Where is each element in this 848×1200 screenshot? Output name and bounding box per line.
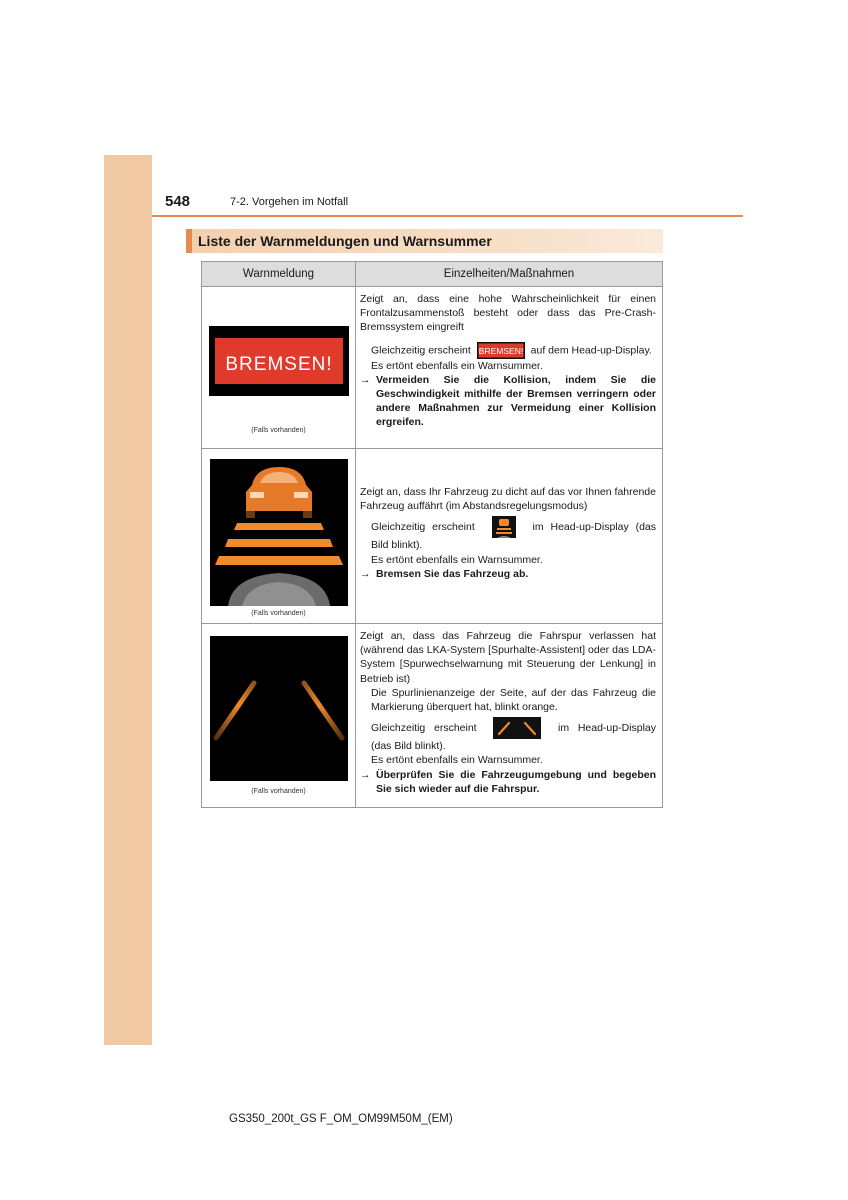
table-header-row: [202, 262, 663, 287]
display-note-prefix: Gleichzeitig erscheint: [371, 521, 475, 534]
warning-details: [356, 449, 663, 624]
bremsen-warning-image: [209, 326, 349, 396]
warning-image-cell: [202, 449, 356, 624]
warning-image-cell: [202, 624, 356, 808]
column-header-details: Einzelheiten/Maßnahmen: [356, 262, 663, 287]
display-note: [360, 717, 656, 753]
side-band: [104, 155, 152, 1045]
action-instruction: [360, 567, 656, 581]
warning-details: [356, 624, 663, 808]
warning-description: Zeigt an, dass Ihr Fahrzeug zu dicht auf das vor Ihnen fahrende Fahrzeug auffährt (im Abstandsregelungsmodus): [360, 486, 656, 513]
bremsen-hud-icon-text: BREMSEN!: [478, 345, 523, 356]
table-row: [202, 287, 663, 449]
image-caption: (Falls vorhanden): [251, 610, 306, 617]
action-instruction: [360, 768, 656, 796]
bremsen-hud-icon: [477, 342, 525, 359]
section-heading-bar: [186, 229, 192, 253]
warning-table: [201, 261, 663, 808]
warning-description: Zeigt an, dass das Fahrzeug die Fahrspur verlassen hat (während das LKA-System [Spurhalte-Assistent] oder das LDA-System [Spurwechselwarnung mit Steuerung der Lenkung] in Betrieb ist): [360, 630, 656, 685]
display-note: [360, 516, 656, 552]
action-instruction: [360, 373, 656, 430]
document-footer: GS350_200t_GS F_OM_OM99M50M_(EM): [229, 1113, 453, 1125]
warning-image-cell: [202, 287, 356, 449]
distance-warning-image: [210, 459, 348, 606]
display-note: [360, 342, 656, 359]
warning-description: Zeigt an, dass eine hohe Wahrscheinlichkeit für einen Frontalzusammenstoß besteht oder dass das Pre-Crash-Bremssystem eingreift: [360, 293, 656, 334]
display-note-suffix: auf dem Head-up-Display.: [530, 343, 652, 356]
arrow-icon: →: [360, 373, 371, 386]
buzzer-note: Es ertönt ebenfalls ein Warnsummer.: [371, 754, 543, 767]
section-title: Liste der Warnmeldungen und Warnsummer: [198, 233, 492, 249]
chapter-title: 7-2. Vorgehen im Notfall: [230, 196, 349, 208]
table-row: [202, 624, 663, 808]
image-caption: (Falls vorhanden): [251, 427, 306, 434]
lane-indicator-note: Die Spurlinienanzeige der Seite, auf der das Fahrzeug die Markierung überquert hat, blinkt orange.: [371, 686, 656, 714]
action-text: Überprüfen Sie die Fahrzeugumgebung und begeben Sie sich wieder auf die Fahrspur.: [376, 768, 656, 795]
action-text: Vermeiden Sie die Kollision, indem Sie die Geschwindigkeit mithilfe der Bremsen verringern oder andere Maßnahmen zur Vermeidung einer Kollision ergreifen.: [376, 373, 656, 429]
display-note-prefix: Gleichzeitig erscheint: [371, 722, 477, 734]
table-row: [202, 449, 663, 624]
buzzer-note: Es ertönt ebenfalls ein Warnsummer.: [371, 359, 543, 372]
column-header-warning: Warnmeldung: [202, 262, 356, 287]
arrow-icon: →: [360, 567, 371, 580]
buzzer-note: Es ertönt ebenfalls ein Warnsummer.: [371, 553, 543, 566]
warning-details: [356, 287, 663, 449]
page-number: 548: [165, 193, 191, 210]
vehicle-distance-hud-icon: [492, 516, 516, 538]
action-text: Bremsen Sie das Fahrzeug ab.: [376, 567, 529, 580]
display-note-suffix: im Head-up-Display (das Bild blinkt).: [371, 521, 657, 552]
arrow-icon: →: [360, 768, 371, 781]
lane-departure-hud-icon: [493, 717, 541, 739]
header-rule: [152, 215, 743, 217]
display-note-prefix: Gleichzeitig erscheint: [371, 343, 471, 356]
section-heading: [186, 229, 663, 253]
display-note-suffix: im Head-up-Display (das Bild blinkt).: [371, 722, 657, 753]
bremsen-warning-text: BREMSEN!: [225, 354, 333, 375]
image-caption: (Falls vorhanden): [251, 788, 306, 795]
lane-departure-image: [210, 636, 348, 781]
